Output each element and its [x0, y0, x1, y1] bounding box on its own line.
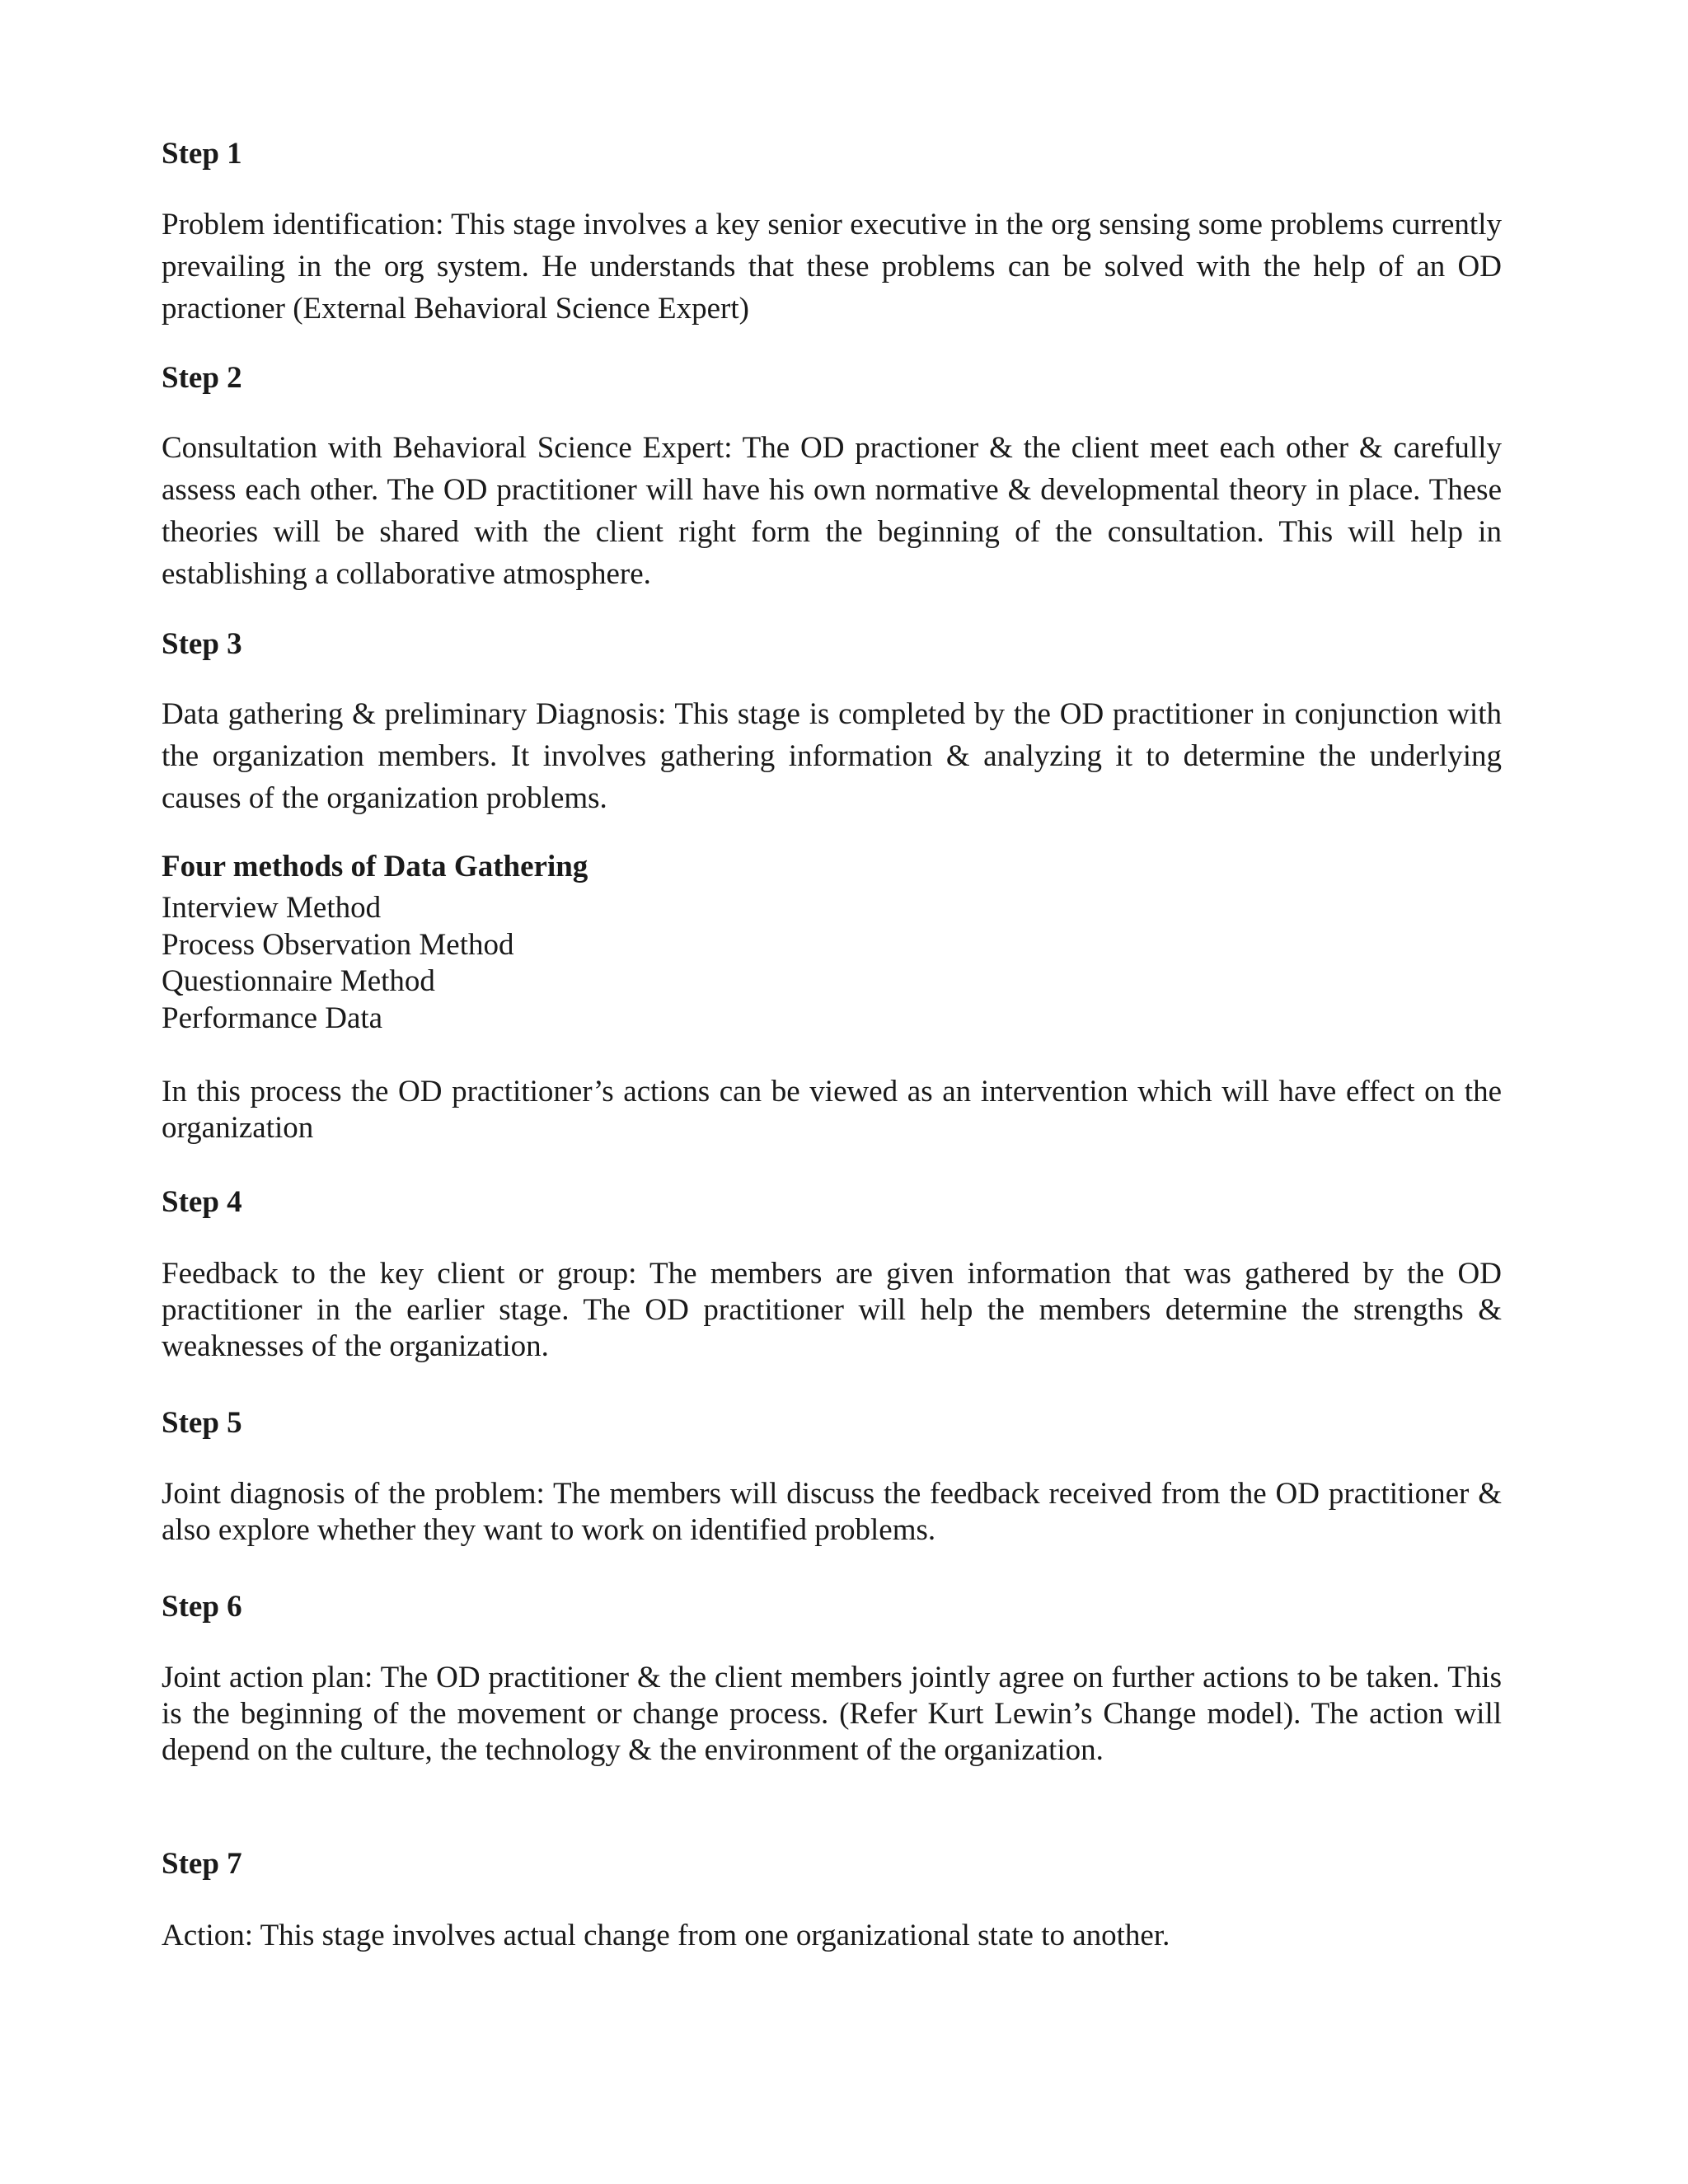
- step-2-heading: Step 2: [162, 361, 242, 395]
- step-4-heading: Step 4: [162, 1185, 242, 1219]
- step-3-paragraph: Data gathering & preliminary Diagnosis: This stage is completed by the OD practitioner in conjunction with the organization members. It involves gathering information & analyzing it to determine the underlying causes of the organization problems.: [162, 697, 1502, 815]
- step-1-heading: Step 1: [162, 137, 242, 171]
- methods-list: [162, 890, 514, 1037]
- step-6-heading: Step 6: [162, 1590, 242, 1624]
- step-6-paragraph: Joint action plan: The OD practitioner & the client members jointly agree on further actions to be taken. This is the beginning of the movement or change process. (Refer Kurt Lewin’s Change model). The action will depend on the culture, the technology & the environment of the organization.: [162, 1661, 1502, 1767]
- step-7-paragraph: Action: This stage involves actual change from one organizational state to another.: [162, 1919, 1170, 1952]
- step-5-paragraph: Joint diagnosis of the problem: The members will discuss the feedback received from the OD practitioner & also explore whether they want to work on identified problems.: [162, 1477, 1502, 1547]
- step-2-paragraph: Consultation with Behavioral Science Expert: The OD practioner & the client meet each other & carefully assess each other. The OD practitioner will have his own normative & developmental theory in place. These theories will be shared with the client right form the beginning of the consultation. This will help in establishing a collaborative atmosphere.: [162, 431, 1502, 591]
- methods-list-item: Performance Data: [162, 1001, 383, 1035]
- methods-title: Four methods of Data Gathering: [162, 850, 588, 883]
- step-4-paragraph: Feedback to the key client or group: The members are given information that was gathered by the OD practitioner in the earlier stage. The OD practitioner will help the members determine the strengths & weaknesses of the organization.: [162, 1257, 1502, 1363]
- step-1-paragraph: Problem identification: This stage involves a key senior executive in the org sensing some problems currently prevailing in the org system. He understands that these problems can be solved with the help of an OD practioner (External Behavioral Science Expert): [162, 208, 1502, 326]
- step-7-heading: Step 7: [162, 1847, 242, 1881]
- methods-list-item: Process Observation Method: [162, 927, 514, 962]
- step-3-heading: Step 3: [162, 627, 242, 661]
- methods-list-item: Interview Method: [162, 891, 382, 925]
- intervention-note: In this process the OD practitioner’s actions can be viewed as an intervention which will have effect on the organization: [162, 1075, 1502, 1145]
- methods-list-item: Questionnaire Method: [162, 964, 435, 998]
- step-5-heading: Step 5: [162, 1406, 242, 1440]
